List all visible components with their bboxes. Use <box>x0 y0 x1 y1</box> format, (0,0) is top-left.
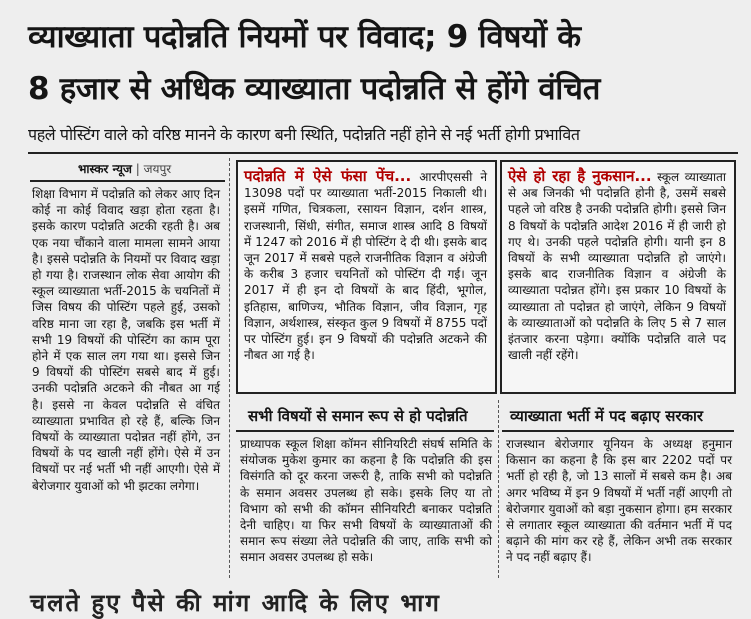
section-increase-posts-title: व्याख्याता भर्ती में पद बढ़ाए सरकार <box>510 407 704 425</box>
headline-line-2: 8 हजार से अधिक व्याख्याता पदोन्नति से होंगे वंचित <box>28 71 601 107</box>
section-equal-promotion-title: सभी विषयों से समान रूप से हो पदोन्नति <box>248 407 468 425</box>
top-rule <box>28 152 738 154</box>
section-increase-posts-text: राजस्थान बेरोजगार यूनियन के अध्यक्ष हनुमान किसान का कहना है कि इस बार 2202 पदों पर भर्ती हो रही है, जो 13 सालों में सबसे कम है। अब अगर भविष्य में इन 9 विषयों में भर्ती नहीं आएगी तो बेरोजगार युवाओं को बड़ा नुकसान होगा। हम सरकार से लगातार स्कूल व्याख्याता की वर्तमान भर्ती में पद बढ़ाने की मांग कर रहे हैं, लेकिन अभी तक सरकार ने पद नहीं बढ़ाए हैं। <box>506 437 732 565</box>
column-divider-2 <box>498 400 499 578</box>
byline: भास्कर न्यूज | जयपुर <box>78 162 172 176</box>
main-column-text: शिक्षा विभाग में पदोन्नति को लेकर आए दिन कोई ना कोई विवाद खड़ा होता रहता है। इसके कारण पदोन्नति अटकी रहती है। अब एक नया चौंकाने वाला मामला सामने आया है। इससे पदोन्नति के नियमों पर विवाद खड़ा हो गया है। राजस्थान लोक सेवा आयोग की स्कूल व्याख्याता भर्ती-2015 के चयनितों में जिस विषय की पोस्टिंग पहले हुई, उसको वरिष्ठ माना जा रहा है, जबकि इस भर्ती में सभी 19 विषयों की पोस्टिंग का काम पूरा होने में एक साल लग गया था। इससे जिन 9 विषयों की पोस्टिंग सबसे बाद में हुई। उनकी पदोन्नति अटकने की नौबत आ गई है। इससे ना केवल पदोन्नति से वंचित व्याख्याता प्रभावित हो रहे हैं, बल्कि जिन विषयों के व्याख्याता पदोन्नत नहीं होंगे, उन विषयों के पद खाली नहीं होंगे। ऐसे में उन विषयों पर नई भर्ती भी नहीं आएगी। ऐसे में बेरोजगार युवाओं को भी झटका लगेगा। <box>32 187 220 493</box>
byline-city: जयपुर <box>143 162 172 176</box>
box-problem-content <box>244 168 487 363</box>
section-increase-posts-rule <box>502 430 734 432</box>
box-loss-text: स्कूल व्याख्याता से अब जिनकी भी पदोन्नति होनी है, उसमें सबसे पहले जो वरिष्ठ है उनकी पदोन्नति होगी। इससे जिन 8 विषयों के पदोन्नति आदेश 2016 में ही जारी हो गए थे। उनकी पहले पदोन्नति होगी। यानी इन 8 विषयों के सभी व्याख्याता पदोन्नति हो जाएंगे। इसके बाद राजनीतिक विज्ञान व अंग्रेजी के व्याख्याता पदोन्नत होंगे। इस प्रकार 10 विषयों के व्याख्याता तो पदोन्नत हो जाएंगे, लेकिन 9 विषयों के व्याख्याताओं को पदोन्नति के लिए 5 से 7 साल इंतजार करना पड़ेगा। क्योंकि पदोन्नति वाले पद खाली नहीं रहेंगे। <box>508 170 726 363</box>
column-divider <box>229 158 230 578</box>
box-problem-text: आरपीएससी ने 13098 पदों पर व्याख्याता भर्ती-2015 निकाली थी। इसमें गणित, चित्रकला, रसायन विज्ञान, दर्शन शास्त्र, राजस्थानी, सिंधी, संगीत, समाज शास्त्र आदि 8 विषयों में 1247 को 2016 में ही पोस्टिंग दे दी थी। इसके बाद जून 2017 में सबसे पहले राजनीतिक विज्ञान व अंग्रेजी के करीब 3 हजार चयनितों को पोस्टिंग दी गई। जून 2017 में ही इन दो विषयों के बाद हिंदी, भूगोल, इतिहास, बाणिज्य, भौतिक विज्ञान, जीव विज्ञान, गृह विज्ञान, अर्थशास्त्र, संस्कृत कुल 9 विषयों में 8755 पदों पर पोस्टिंग हुई। इन 9 विषयों की पदोन्नति अटकने की नौबत आ गई है। <box>244 170 487 363</box>
section-equal-promotion-text: प्राध्यापक स्कूल शिक्षा कॉमन सीनियरिटी संघर्ष समिति के संयोजक मुकेश कुमार का कहना है कि पदोन्नति की इस विसंगति को दूर करना जरूरी है, ताकि सभी को पदोन्नति के समान अवसर उपलब्ध हो सके। इसके लिए या तो विभाग को सभी की कॉमन सीनियरिटी बनाकर पदोन्नति देनी चाहिए। या फिर सभी विषयों के व्याख्याताओं की समान रूप संख्या लेते पदोन्नति की जाए, ताकि सभी को समान अवसर उपलब्ध हो सके। <box>240 437 492 565</box>
byline-source: भास्कर न्यूज <box>78 162 132 176</box>
next-headline-fragment: चलते हुए पैसे की मांग आदि के लिए भाग <box>30 589 441 617</box>
subheadline: पहले पोस्टिंग वाले को वरिष्ठ मानने के कारण बनी स्थिति, पदोन्नति नहीं होने से नई भर्ती होगी प्रभावित <box>28 125 580 144</box>
box-problem-title: पदोन्नति में ऐसे फंसा पेंच... <box>244 167 412 185</box>
section-equal-promotion-rule <box>236 430 494 432</box>
headline-line-1: व्याख्याता पदोन्नति नियमों पर विवाद; 9 विषयों के <box>28 19 581 55</box>
byline-rule <box>30 180 225 182</box>
section-increase-posts <box>506 436 732 566</box>
box-loss-title: ऐसे हो रहा है नुकसान... <box>508 167 652 185</box>
section-equal-promotion <box>240 436 492 566</box>
box-loss-content <box>508 168 726 363</box>
main-column <box>32 186 220 494</box>
